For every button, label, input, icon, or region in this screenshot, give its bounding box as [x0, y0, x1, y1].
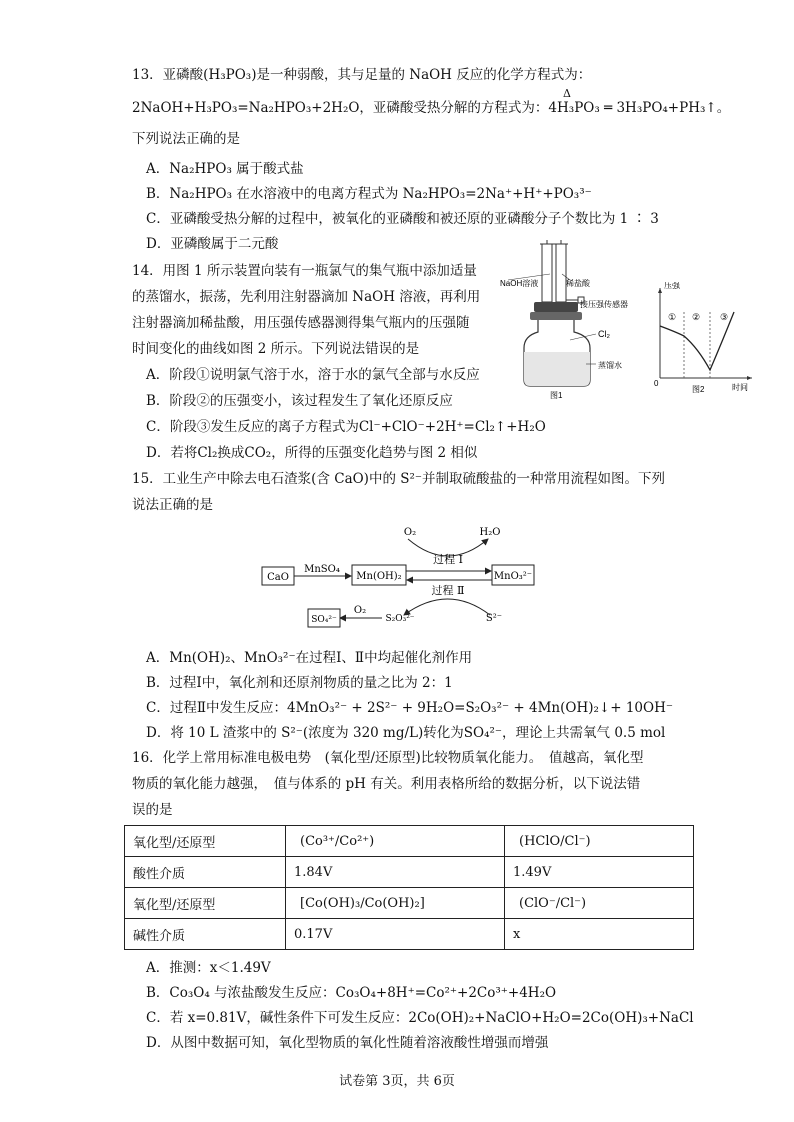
label-mnso4: MnSO₄ — [304, 564, 340, 575]
q14-option-d: D．若将Cl₂换成CO₂，所得的压强变化趋势与图 2 相似 — [146, 445, 478, 461]
origin-label: 0 — [654, 379, 659, 388]
q13-option-d: D．亚磷酸属于二元酸 — [146, 236, 279, 252]
q15-option-a: A．Mn(OH)₂、MnO₃²⁻在过程Ⅰ、Ⅱ中均起催化剂作用 — [146, 650, 473, 666]
label-h2o: H₂O — [479, 527, 501, 538]
box-mnoh2-label: Mn(OH)₂ — [356, 571, 402, 582]
distilled-water-fill — [524, 352, 590, 386]
table-row — [125, 826, 694, 857]
q14-stem-line4: 时间变化的曲线如图 2 所示。下列说法错误的是 — [132, 341, 420, 357]
q16-option-c: C．若 x=0.81V，碱性条件下可发生反应：2Co(OH)₂+NaClO+H₂O=2Co(OH)₃+NaCl — [146, 1010, 694, 1026]
stopper — [534, 302, 578, 312]
q14-stem-line3: 注射器滴加稀盐酸，用压强传感器测得集气瓶内的压强随 — [132, 315, 470, 331]
figure1-caption: 图1 — [550, 391, 563, 400]
q14-stem-line2: 的蒸馏水，振荡，先利用注射器滴加 NaOH 溶液，再利用 — [132, 289, 481, 305]
q14-stem-line1: 14．用图 1 所示装置向装有一瓶氯气的集气瓶中添加适量 — [132, 263, 477, 279]
q15-stem-line2: 说法正确的是 — [132, 497, 213, 513]
table-cell: 1.84V — [286, 857, 505, 888]
label-hcl: 稀盐酸 — [566, 279, 590, 288]
label-process-1: 过程 Ⅰ — [433, 553, 463, 566]
label-s2: S²⁻ — [485, 613, 503, 624]
figure1-apparatus — [500, 240, 650, 400]
q13-option-c: C．亚磷酸受热分解的过程中，被氧化的亚磷酸和被还原的亚磷酸分子个数比为 1 ∶ 3 — [146, 211, 659, 227]
label-o2-top: O₂ — [403, 527, 417, 538]
table-cell: 0.17V — [286, 919, 505, 950]
stopper-ring — [530, 312, 582, 320]
q15-option-d: D．将 10 L 渣浆中的 S²⁻(浓度为 320 mg/L)转化为SO₄²⁻，理论上共需氧气 0.5 mol — [146, 725, 666, 741]
label-process-2: 过程 Ⅱ — [431, 584, 465, 597]
q13-option-b: B．Na₂HPO₃ 在水溶液中的电离方程式为 Na₂HPO₃=2Na⁺+H⁺+PO₃³⁻ — [146, 186, 592, 202]
q15-option-c: C．过程Ⅱ中发生反应：4MnO₃²⁻ + 2S²⁻ + 9H₂O=S₂O₃²⁻ + 4Mn(OH)₂↓+ 10OH⁻ — [146, 700, 673, 716]
label-water: 蒸馏水 — [598, 361, 622, 370]
table-row — [125, 888, 694, 919]
syringe-left — [542, 244, 552, 302]
q16-option-d: D．从图中数据可知，氧化型物质的氧化性随着溶液酸性增强而增强 — [146, 1035, 549, 1051]
table-row — [125, 857, 694, 888]
q16-stem-line3: 误的是 — [132, 802, 173, 818]
q16-option-a: A．推测：x＜1.49V — [146, 960, 271, 976]
table-cell: 氧化型/还原型 — [125, 826, 286, 857]
table-row — [125, 919, 694, 950]
table-cell: (HClO/Cl⁻) — [505, 826, 694, 857]
table-cell: (Co³⁺/Co²⁺) — [286, 826, 505, 857]
q16-stem-line2: 物质的氧化能力越强， 值与体系的 pH 有关。利用表格所给的数据分析，以下说法错 — [132, 776, 641, 792]
table-cell: 酸性介质 — [125, 857, 286, 888]
stage-1-label: ① — [668, 313, 677, 323]
box-so4-label: SO₄²⁻ — [311, 615, 337, 625]
page-footer: 试卷第 3页，共 6页 — [339, 1074, 455, 1089]
q13-stem-line1: 13．亚磷酸(H₃PO₃)是一种弱酸，其与足量的 NaOH 反应的化学方程式为： — [132, 67, 592, 83]
label-cl2: Cl₂ — [598, 329, 610, 339]
x-axis-label: 时间 — [732, 383, 748, 392]
table-cell: 碱性介质 — [125, 919, 286, 950]
q16-potential-table — [124, 825, 694, 950]
stage-2-label: ② — [692, 313, 701, 323]
q15-flow-diagram — [258, 525, 548, 635]
q15-option-b: B．过程Ⅰ中，氧化剂和还原剂物质的量之比为 2：1 — [146, 675, 453, 691]
y-axis-label: 压强 — [664, 282, 680, 290]
q13-stem-line2-text: 2NaOH+H₃PO₃=Na₂HPO₃+2H₂O，亚磷酸受热分解的方程式为：4H₃PO₃ ═ 3H₃PO₄+PH₃↑。 — [132, 100, 731, 116]
table-cell: [Co(OH)₃/Co(OH)₂] — [286, 888, 505, 919]
label-o2-bottom: O₂ — [353, 605, 367, 616]
curve-s2-to-s2o3 — [404, 599, 490, 615]
q13-prompt: 下列说法正确的是 — [132, 131, 240, 147]
q13-option-a: A．Na₂HPO₃ 属于酸式盐 — [146, 161, 304, 177]
stage-3-label: ③ — [720, 313, 729, 323]
figure2-caption: 图2 — [692, 385, 705, 394]
q15-stem-line1: 15．工业生产中除去电石渣浆(含 CaO)中的 S²⁻并制取硫酸盐的一种常用流程如图。下列 — [132, 471, 666, 487]
table-cell: 1.49V — [505, 857, 694, 888]
label-s2o3: S₂O₃²⁻ — [385, 614, 415, 624]
label-sensor: 接压强传感器 — [580, 300, 628, 309]
q14-option-c: C．阶段③发生反应的离子方程式为Cl⁻+ClO⁻+2H⁺=Cl₂↑+H₂O — [146, 419, 546, 435]
q13-delta-sign: Δ — [563, 87, 571, 100]
syringe-right — [556, 244, 566, 302]
label-naoh: NaOH溶液 — [500, 279, 539, 288]
table-cell: 氧化型/还原型 — [125, 888, 286, 919]
box-mno3-label: MnO₃²⁻ — [493, 571, 533, 582]
q13-stem-line2 — [132, 98, 730, 118]
q16-stem-line1: 16．化学上常用标准电极电势 (氧化型/还原型)比较物质氧化能力。 值越高，氧化型 — [132, 750, 644, 766]
q14-option-a: A．阶段①说明氯气溶于水，溶于水的氯气全部与水反应 — [146, 367, 480, 383]
box-cao-label: CaO — [267, 572, 289, 583]
table-cell: (ClO⁻/Cl⁻) — [505, 888, 694, 919]
q16-option-b: B．Co₃O₄ 与浓盐酸发生反应：Co₃O₄+8H⁺=Co²⁺+2Co³⁺+4H₂O — [146, 985, 557, 1001]
table-cell: x — [505, 919, 694, 950]
q14-option-b: B．阶段②的压强变小，该过程发生了氧化还原反应 — [146, 393, 453, 409]
figure2-pressure-graph — [648, 282, 756, 394]
